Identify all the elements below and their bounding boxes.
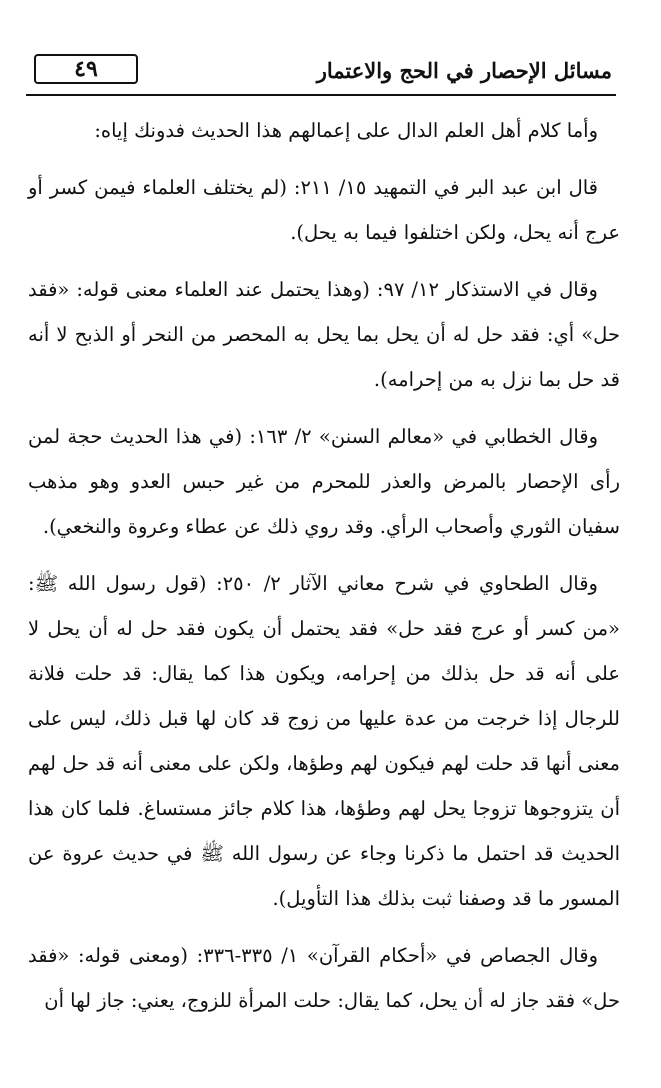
paragraph-khattabi bbox=[28, 414, 620, 549]
paragraph-istidhkar bbox=[28, 267, 620, 402]
paragraph-text: وقال في الاستذكار ١٢/ ٩٧: (وهذا يحتمل عند العلماء معنى قوله: «فقد حل» أي: فقد حل له أن يحل بما يحل به المحصر من النحر أو الذبح لا أنه قد حل بما نزل به من إحرامه). bbox=[28, 278, 620, 391]
paragraph-text: وأما كلام أهل العلم الدال على إعمالهم هذا الحديث فدونك إياه: bbox=[94, 119, 598, 142]
paragraph-jassas bbox=[28, 933, 620, 1023]
body-text bbox=[28, 108, 620, 1035]
paragraph-ibn-abd-al-barr bbox=[28, 165, 620, 255]
paragraph-text: قال ابن عبد البر في التمهيد ١٥/ ٢١١: (لم يختلف العلماء فيمن كسر أو عرج أنه يحل، ولكن اختلفوا فيما به يحل). bbox=[28, 176, 620, 244]
paragraph-text: وقال الجصاص في «أحكام القرآن» ١/ ٣٣٥-٣٣٦: (ومعنى قوله: «فقد حل» فقد جاز له أن يحل، كما يقال: حلت المرأة للزوج، يعني: جاز لها أن bbox=[28, 944, 620, 1012]
page-number: ٤٩ bbox=[34, 54, 138, 84]
page-header bbox=[26, 50, 616, 96]
paragraph-tahawi bbox=[28, 561, 620, 921]
paragraph-text: وقال الطحاوي في شرح معاني الآثار ٢/ ٢٥٠: (قول رسول الله ﷺ: «من كسر أو عرج فقد حل» فقد يحتمل أن يكون فقد حل له أن يحل لا على أنه قد حل بذلك من إحرامه، ويكون هذا كما يقال: قد حلت فلانة للرجال إذا خرجت من عدة عليها من زوج قد كان لها قبل ذلك، ليس على معنى أنها قد حلت لهم فيكون لهم وطؤها، ولكن على معنى أنه قد حل لهم أن يتزوجوها تزوجا يحل لهم وطؤها، هذا كلام جائز مستساغ. فلما كان هذا الحديث قد احتمل ما ذكرنا وجاء عن رسول الله ﷺ في حديث عروة عن المسور ما قد وصفنا ثبت بذلك هذا التأويل). bbox=[28, 572, 620, 910]
running-title: مسائل الإحصار في الحج والاعتمار bbox=[316, 58, 612, 83]
paragraph-intro bbox=[28, 108, 620, 153]
paragraph-text: وقال الخطابي في «معالم السنن» ٢/ ١٦٣: (في هذا الحديث حجة لمن رأى الإحصار بالمرض والعذر للمحرم من غير حبس العدو وهو مذهب سفيان الثوري وأصحاب الرأي. وقد روي ذلك عن عطاء وعروة والنخعي). bbox=[28, 425, 620, 538]
